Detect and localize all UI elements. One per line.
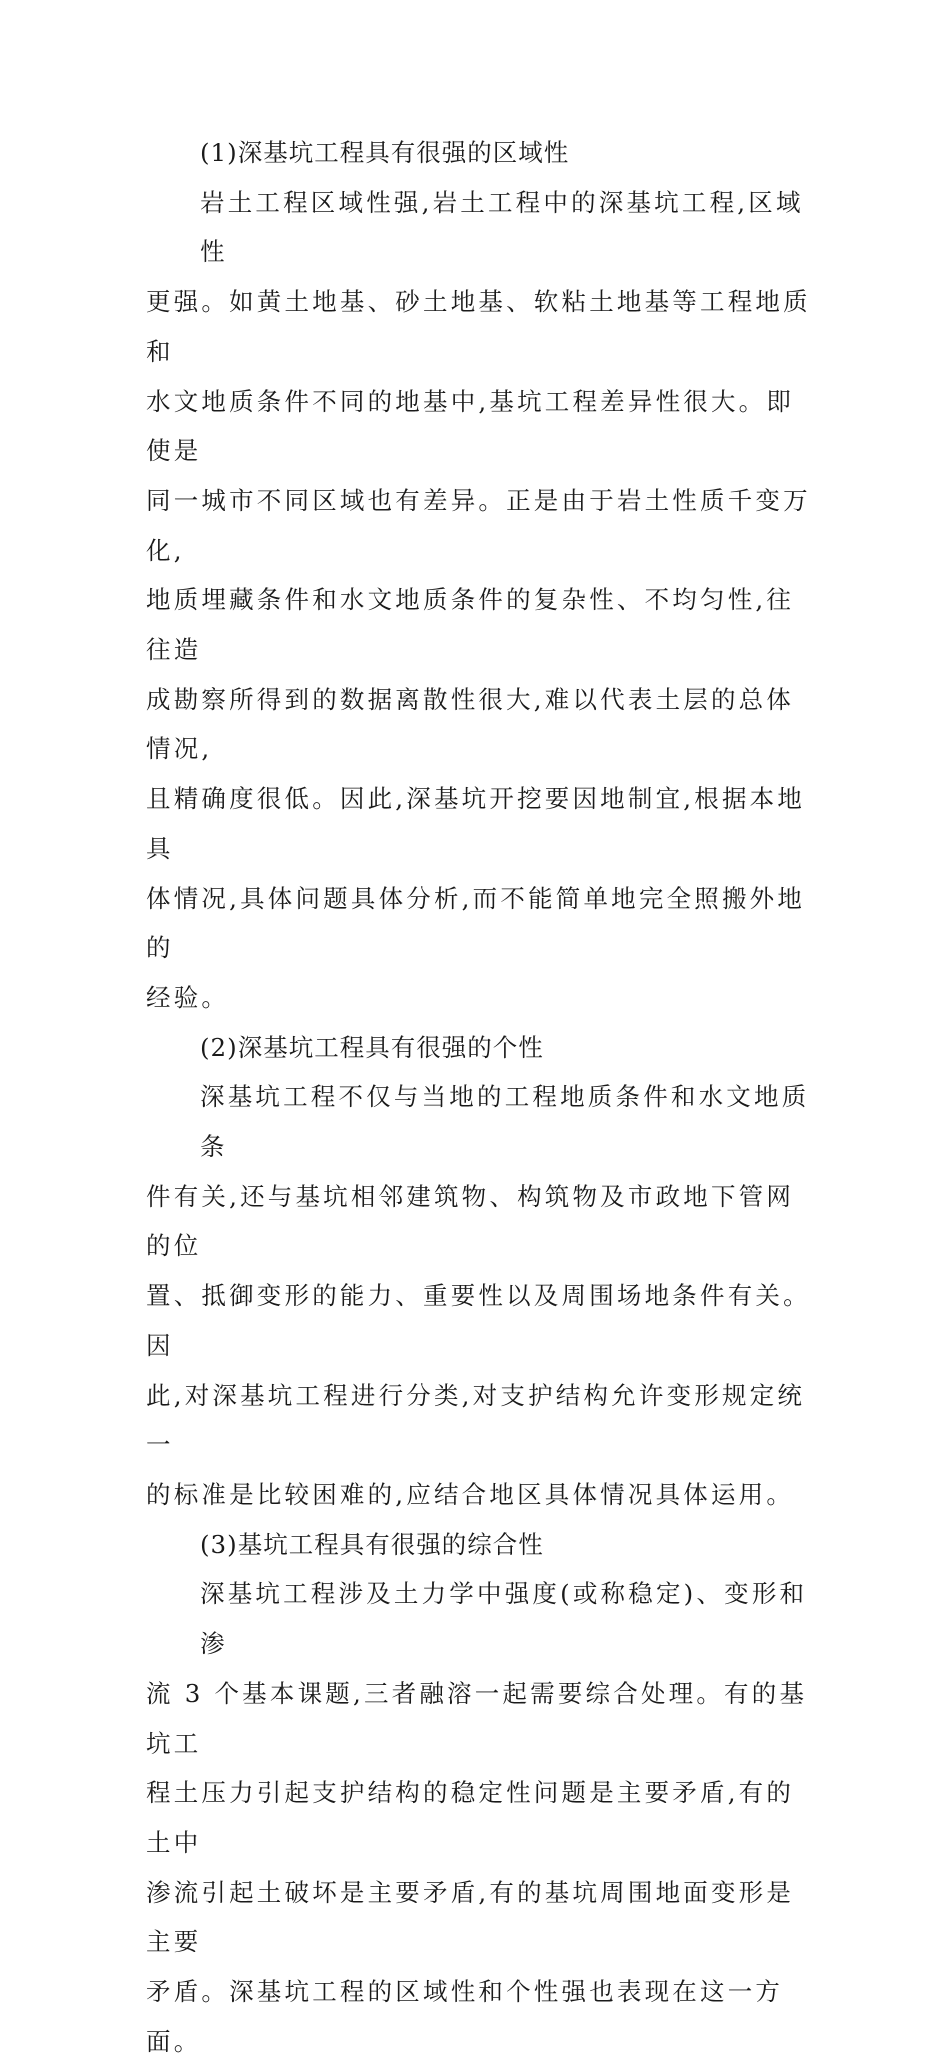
- section-1-line-7: 且精确度很低。因此,深基坑开挖要因地制宜,根据本地具: [146, 784, 806, 863]
- section-1-line-6: 成勘察所得到的数据离散性很大,难以代表土层的总体情况,: [146, 684, 795, 764]
- section-3-line-1: 深基坑工程涉及土力学中强度(或称稳定)、变形和渗: [200, 1579, 808, 1659]
- section-3-line-3: 程土压力引起支护结构的稳定性问题是主要矛盾,有的土中: [146, 1778, 795, 1857]
- section-1-line-4: 同一城市不同区域也有差异。正是由于岩土性质千变万化,: [146, 485, 811, 565]
- document-body: [146, 128, 811, 2066]
- section-1-line-3: 水文地质条件不同的地基中,基坑工程差异性很大。即使是: [146, 386, 795, 466]
- section-1-line-2: 更强。如黄土地基、砂土地基、软粘土地基等工程地质和: [146, 287, 811, 366]
- section-3-line-5: 矛盾。深基坑工程的区域性和个性强也表现在这一方面。: [146, 1977, 784, 2056]
- section-3-line-4: 渗流引起土破坏是主要矛盾,有的基坑周围地面变形是主要: [146, 1877, 795, 1957]
- section-3-paragraph: [146, 1569, 811, 2066]
- section-3-line-2: 流 3 个基本课题,三者融溶一起需要综合处理。有的基坑工: [146, 1678, 808, 1758]
- section-2-line-4: 此,对深基坑工程进行分类,对支护结构允许变形规定统一: [146, 1380, 806, 1460]
- section-2-line-5: 的标准是比较困难的,应结合地区具体情况具体运用。: [146, 1479, 795, 1509]
- section-2-line-3: 置、抵御变形的能力、重要性以及周围场地条件有关。因: [146, 1281, 811, 1360]
- section-2-heading: (2)深基坑工程具有很强的个性: [200, 1032, 544, 1062]
- section-1-paragraph: [146, 178, 811, 1023]
- section-1-line-9: 经验。: [146, 982, 230, 1012]
- section-1-line-1: 岩土工程区域性强,岩土工程中的深基坑工程,区域性: [200, 187, 804, 267]
- section-1-line-8: 体情况,具体问题具体分析,而不能简单地完全照搬外地的: [146, 883, 806, 963]
- section-2-line-2: 件有关,还与基坑相邻建筑物、构筑物及市政地下管网的位: [146, 1181, 795, 1261]
- section-2-line-1: 深基坑工程不仅与当地的工程地质条件和水文地质条: [200, 1082, 810, 1162]
- section-3-heading: (3)基坑工程具有很强的综合性: [200, 1529, 544, 1559]
- section-1-line-5: 地质埋藏条件和水文地质条件的复杂性、不均匀性,往往造: [146, 585, 795, 665]
- section-1-heading: (1)深基坑工程具有很强的区域性: [200, 138, 570, 167]
- section-2-paragraph: [146, 1072, 811, 1519]
